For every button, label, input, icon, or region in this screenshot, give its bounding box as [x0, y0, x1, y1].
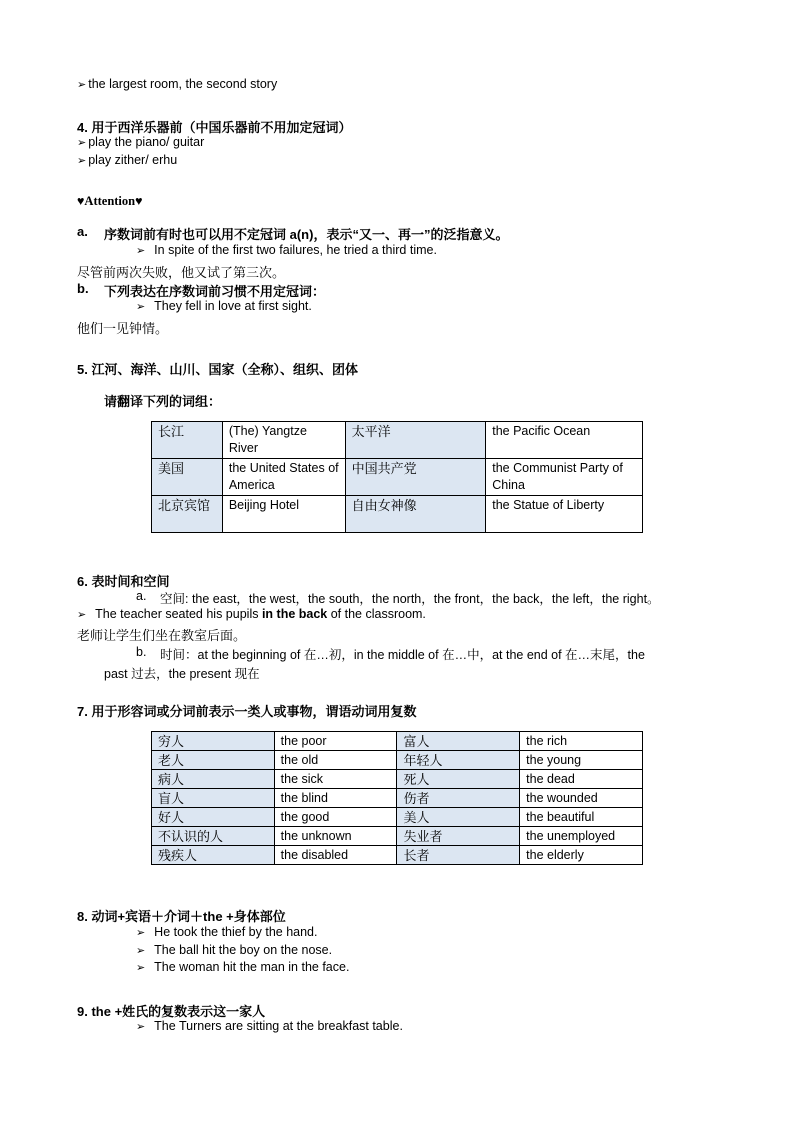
- table-cell: the unknown: [274, 827, 397, 846]
- bullet-text: play the piano/ guitar: [88, 135, 205, 149]
- bullet-line: [136, 943, 332, 957]
- table-row: [152, 789, 643, 808]
- table-cell: 自由女神像: [345, 496, 486, 533]
- table-cell: 美国: [152, 459, 223, 496]
- example-bold-text: in the back: [261, 607, 328, 621]
- table-row: [152, 422, 643, 459]
- sec6-b-label: b.: [136, 645, 147, 659]
- section-4-heading: 4. 用于西洋乐器前（中国乐器前不用加定冠词）: [77, 120, 352, 135]
- table-cell: 美人: [397, 808, 520, 827]
- arrow-bullet-icon: ➢: [136, 301, 146, 313]
- table-cell: 盲人: [152, 789, 275, 808]
- bullet-line: [77, 135, 204, 149]
- table-cell: 残疾人: [152, 846, 275, 865]
- section-5-instruction: 请翻译下列的词组：: [104, 394, 222, 409]
- attention-a-text: 序数词前有时也可以用不定冠词 a(n)，表示“又一、再一”的泛指意义。: [104, 227, 509, 242]
- translation-text: 老师让学生们坐在教室后面。: [77, 628, 247, 643]
- translation-text: 尽管前两次失败，他又试了第三次。: [77, 265, 286, 280]
- table-cell: 长江: [152, 422, 223, 459]
- attention-b-text: 下列表达在序数词前习惯不用定冠词：: [104, 284, 326, 299]
- example-text: The teacher seated his pupils: [95, 607, 262, 621]
- table-cell: 富人: [397, 732, 520, 751]
- bullet-line: [136, 925, 317, 939]
- adjective-noun-table: [151, 731, 643, 865]
- table-cell: the rich: [520, 732, 643, 751]
- section-7-heading: 7. 用于形容词或分词前表示一类人或事物，谓语动词用复数: [77, 704, 417, 719]
- section-9-heading: 9. the +姓氏的复数表示这一家人: [77, 1004, 266, 1019]
- table-row: [152, 751, 643, 770]
- bullet-text: the largest room, the second story: [88, 77, 278, 91]
- sec6-b-text-cont: past 过去，the present 现在: [104, 667, 260, 681]
- table-cell: 病人: [152, 770, 275, 789]
- arrow-bullet-icon: ➢: [136, 927, 146, 939]
- bullet-text: In spite of the first two failures, he tried a third time.: [154, 243, 437, 257]
- table-cell: the young: [520, 751, 643, 770]
- table-cell: the Pacific Ocean: [486, 422, 643, 459]
- sec6-a-text: 空间: the east，the west，the south，the north，the front，the back，the left，the right。: [160, 592, 660, 606]
- table-cell: the beautiful: [520, 808, 643, 827]
- arrow-bullet-icon: ➢: [77, 609, 87, 621]
- section-5-heading: 5. 江河、海洋、山川、国家（全称）、组织、团体: [77, 362, 358, 377]
- table-cell: the Statue of Liberty: [486, 496, 643, 533]
- table-cell: 伤者: [397, 789, 520, 808]
- table-cell: Beijing Hotel: [222, 496, 345, 533]
- translation-table: [151, 421, 643, 533]
- sec6-a-label: a.: [136, 589, 147, 603]
- bullet-line: [77, 607, 426, 621]
- table-cell: the old: [274, 751, 397, 770]
- table-cell: the elderly: [520, 846, 643, 865]
- example-text: of the classroom.: [327, 607, 426, 621]
- table-cell: 死人: [397, 770, 520, 789]
- bullet-text: The ball hit the boy on the nose.: [154, 943, 333, 957]
- table-cell: the United States of America: [222, 459, 345, 496]
- table-cell: (The) Yangtze River: [222, 422, 345, 459]
- bullet-text: The Turners are sitting at the breakfast table.: [154, 1019, 403, 1033]
- table-cell: 年轻人: [397, 751, 520, 770]
- table-cell: 好人: [152, 808, 275, 827]
- table-row: [152, 808, 643, 827]
- table-row: [152, 827, 643, 846]
- arrow-bullet-icon: ➢: [136, 945, 146, 957]
- arrow-bullet-icon: ➢: [77, 137, 87, 149]
- attention-a-label: a.: [77, 224, 88, 239]
- table-row: [152, 770, 643, 789]
- table-cell: 穷人: [152, 732, 275, 751]
- table-cell: the dead: [520, 770, 643, 789]
- table-cell: the disabled: [274, 846, 397, 865]
- bullet-line: [136, 1019, 403, 1033]
- attention-heading: ♥Attention♥: [77, 194, 143, 208]
- arrow-bullet-icon: ➢: [77, 79, 87, 91]
- arrow-bullet-icon: ➢: [136, 245, 146, 257]
- table-cell: 太平洋: [345, 422, 486, 459]
- bullet-line: [136, 299, 312, 313]
- table-cell: 中国共产党: [345, 459, 486, 496]
- table-row: [152, 732, 643, 751]
- section-8-heading: 8. 动词+宾语＋介词＋the +身体部位: [77, 909, 286, 924]
- bullet-line: [77, 77, 277, 91]
- arrow-bullet-icon: ➢: [77, 155, 87, 167]
- table-cell: the blind: [274, 789, 397, 808]
- table-row: [152, 459, 643, 496]
- table-cell: the unemployed: [520, 827, 643, 846]
- sec6-b-text: 时间：at the beginning of 在…初，in the middle of 在…中，at the end of 在…末尾，the: [160, 648, 645, 662]
- bullet-text: They fell in love at first sight.: [154, 299, 312, 313]
- table-cell: the sick: [274, 770, 397, 789]
- bullet-line: [136, 960, 349, 974]
- table-cell: the Communist Party of China: [486, 459, 643, 496]
- bullet-line: [136, 243, 437, 257]
- table-cell: 不认识的人: [152, 827, 275, 846]
- table-cell: the poor: [274, 732, 397, 751]
- section-6-heading: 6. 表时间和空间: [77, 574, 170, 589]
- table-cell: 老人: [152, 751, 275, 770]
- bullet-text: play zither/ erhu: [88, 153, 178, 167]
- table-row: [152, 496, 643, 533]
- table-cell: 北京宾馆: [152, 496, 223, 533]
- bullet-text: He took the thief by the hand.: [154, 925, 318, 939]
- arrow-bullet-icon: ➢: [136, 1021, 146, 1033]
- attention-b-label: b.: [77, 281, 89, 296]
- translation-text: 他们一见钟情。: [77, 321, 169, 336]
- table-cell: the wounded: [520, 789, 643, 808]
- bullet-text: The woman hit the man in the face.: [154, 960, 350, 974]
- arrow-bullet-icon: ➢: [136, 962, 146, 974]
- table-cell: 失业者: [397, 827, 520, 846]
- table-cell: 长者: [397, 846, 520, 865]
- table-row: [152, 846, 643, 865]
- table-cell: the good: [274, 808, 397, 827]
- bullet-line: [77, 153, 177, 167]
